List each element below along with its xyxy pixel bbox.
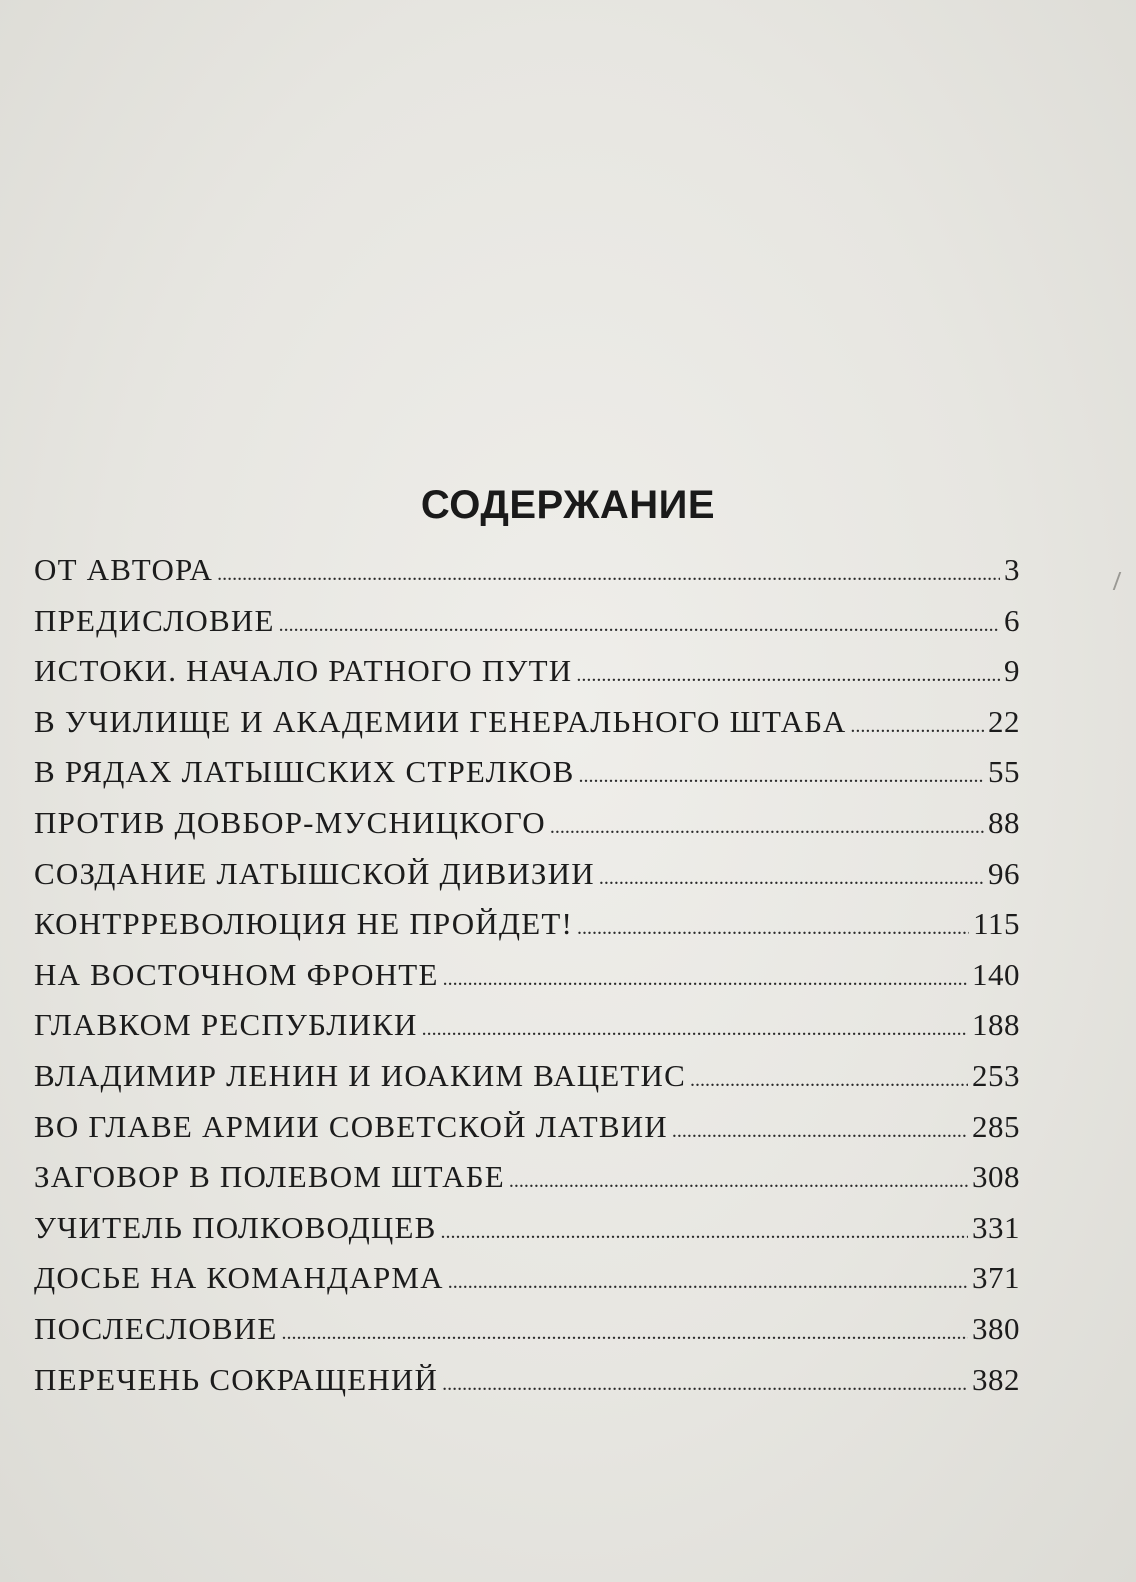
dot-leader bbox=[577, 917, 969, 940]
dot-leader bbox=[576, 664, 1000, 687]
dot-leader bbox=[850, 715, 984, 738]
toc-entry-page: 88 bbox=[988, 804, 1020, 840]
dot-leader bbox=[282, 1322, 968, 1345]
table-of-contents bbox=[34, 552, 1020, 1412]
toc-entry bbox=[34, 704, 1020, 755]
toc-entry-title: ВО ГЛАВЕ АРМИИ СОВЕТСКОЙ ЛАТВИИ bbox=[34, 1108, 668, 1144]
dot-leader bbox=[578, 765, 984, 788]
toc-entry bbox=[34, 653, 1020, 704]
toc-entry-page: 9 bbox=[1004, 653, 1020, 689]
toc-entry bbox=[34, 1159, 1020, 1210]
toc-entry bbox=[34, 1210, 1020, 1261]
toc-entry-title: ДОСЬЕ НА КОМАНДАРМА bbox=[34, 1260, 444, 1296]
toc-entry-page: 3 bbox=[1004, 552, 1020, 587]
toc-entry bbox=[34, 1362, 1020, 1413]
dot-leader bbox=[279, 614, 1000, 637]
toc-entry-title: ПЕРЕЧЕНЬ СОКРАЩЕНИЙ bbox=[34, 1361, 439, 1397]
page-edge-mark bbox=[1113, 572, 1128, 590]
toc-entry bbox=[34, 805, 1020, 856]
toc-entry-title: ГЛАВКОМ РЕСПУБЛИКИ bbox=[34, 1007, 418, 1043]
dot-leader bbox=[442, 1373, 968, 1396]
toc-entry-title: НА ВОСТОЧНОМ ФРОНТЕ bbox=[34, 956, 439, 992]
toc-entry-page: 331 bbox=[972, 1209, 1020, 1245]
toc-entry bbox=[34, 1007, 1020, 1058]
dot-leader bbox=[690, 1069, 968, 1092]
toc-entry-title: УЧИТЕЛЬ ПОЛКОВОДЦЕВ bbox=[34, 1209, 437, 1245]
toc-entry bbox=[34, 1260, 1020, 1311]
toc-entry-page: 22 bbox=[988, 703, 1020, 739]
toc-entry-title: ОТ АВТОРА bbox=[34, 552, 214, 587]
dot-leader bbox=[672, 1120, 968, 1143]
dot-leader bbox=[550, 816, 984, 839]
dot-leader bbox=[599, 867, 984, 890]
toc-entry-page: 253 bbox=[972, 1057, 1020, 1093]
toc-entry-page: 96 bbox=[988, 855, 1020, 891]
toc-entry-title: ЗАГОВОР В ПОЛЕВОМ ШТАБЕ bbox=[34, 1159, 505, 1195]
dot-leader bbox=[509, 1170, 968, 1193]
toc-entry bbox=[34, 552, 1020, 603]
toc-entry-page: 140 bbox=[972, 956, 1020, 992]
dot-leader bbox=[422, 1018, 968, 1041]
toc-entry-page: 382 bbox=[972, 1361, 1020, 1397]
toc-entry-title: В УЧИЛИЩЕ И АКАДЕМИИ ГЕНЕРАЛЬНОГО ШТАБА bbox=[34, 703, 847, 739]
toc-entry-page: 115 bbox=[973, 906, 1020, 942]
toc-entry-page: 6 bbox=[1004, 602, 1020, 638]
dot-leader bbox=[443, 968, 968, 991]
toc-entry-page: 371 bbox=[972, 1260, 1020, 1296]
toc-entry-title: ПРОТИВ ДОВБОР-МУСНИЦКОГО bbox=[34, 804, 546, 840]
toc-entry bbox=[34, 603, 1020, 654]
toc-entry-page: 188 bbox=[972, 1007, 1020, 1043]
toc-entry-page: 55 bbox=[988, 754, 1020, 790]
toc-entry bbox=[34, 906, 1020, 957]
dot-leader bbox=[217, 563, 1000, 586]
toc-entry-title: В РЯДАХ ЛАТЫШСКИХ СТРЕЛКОВ bbox=[34, 754, 575, 790]
toc-entry bbox=[34, 1058, 1020, 1109]
dot-leader bbox=[441, 1221, 968, 1244]
toc-entry bbox=[34, 1311, 1020, 1362]
toc-entry bbox=[34, 856, 1020, 907]
toc-entry bbox=[34, 957, 1020, 1008]
toc-entry-title: ПРЕДИСЛОВИЕ bbox=[34, 602, 275, 638]
page-title: СОДЕРЖАНИЕ bbox=[420, 483, 716, 527]
toc-entry bbox=[34, 1109, 1020, 1160]
toc-entry-title: ВЛАДИМИР ЛЕНИН И ИОАКИМ ВАЦЕТИС bbox=[34, 1057, 687, 1093]
toc-entry-page: 380 bbox=[972, 1310, 1020, 1346]
toc-entry-page: 308 bbox=[972, 1159, 1020, 1195]
toc-entry-title: КОНТРРЕВОЛЮЦИЯ НЕ ПРОЙДЕТ! bbox=[34, 906, 574, 942]
toc-entry bbox=[34, 754, 1020, 805]
dot-leader bbox=[448, 1271, 968, 1294]
toc-entry-page: 285 bbox=[972, 1108, 1020, 1144]
toc-entry-title: ПОСЛЕСЛОВИЕ bbox=[34, 1310, 278, 1346]
toc-entry-title: СОЗДАНИЕ ЛАТЫШСКОЙ ДИВИЗИИ bbox=[34, 855, 595, 891]
toc-entry-title: ИСТОКИ. НАЧАЛО РАТНОГО ПУТИ bbox=[34, 653, 573, 689]
